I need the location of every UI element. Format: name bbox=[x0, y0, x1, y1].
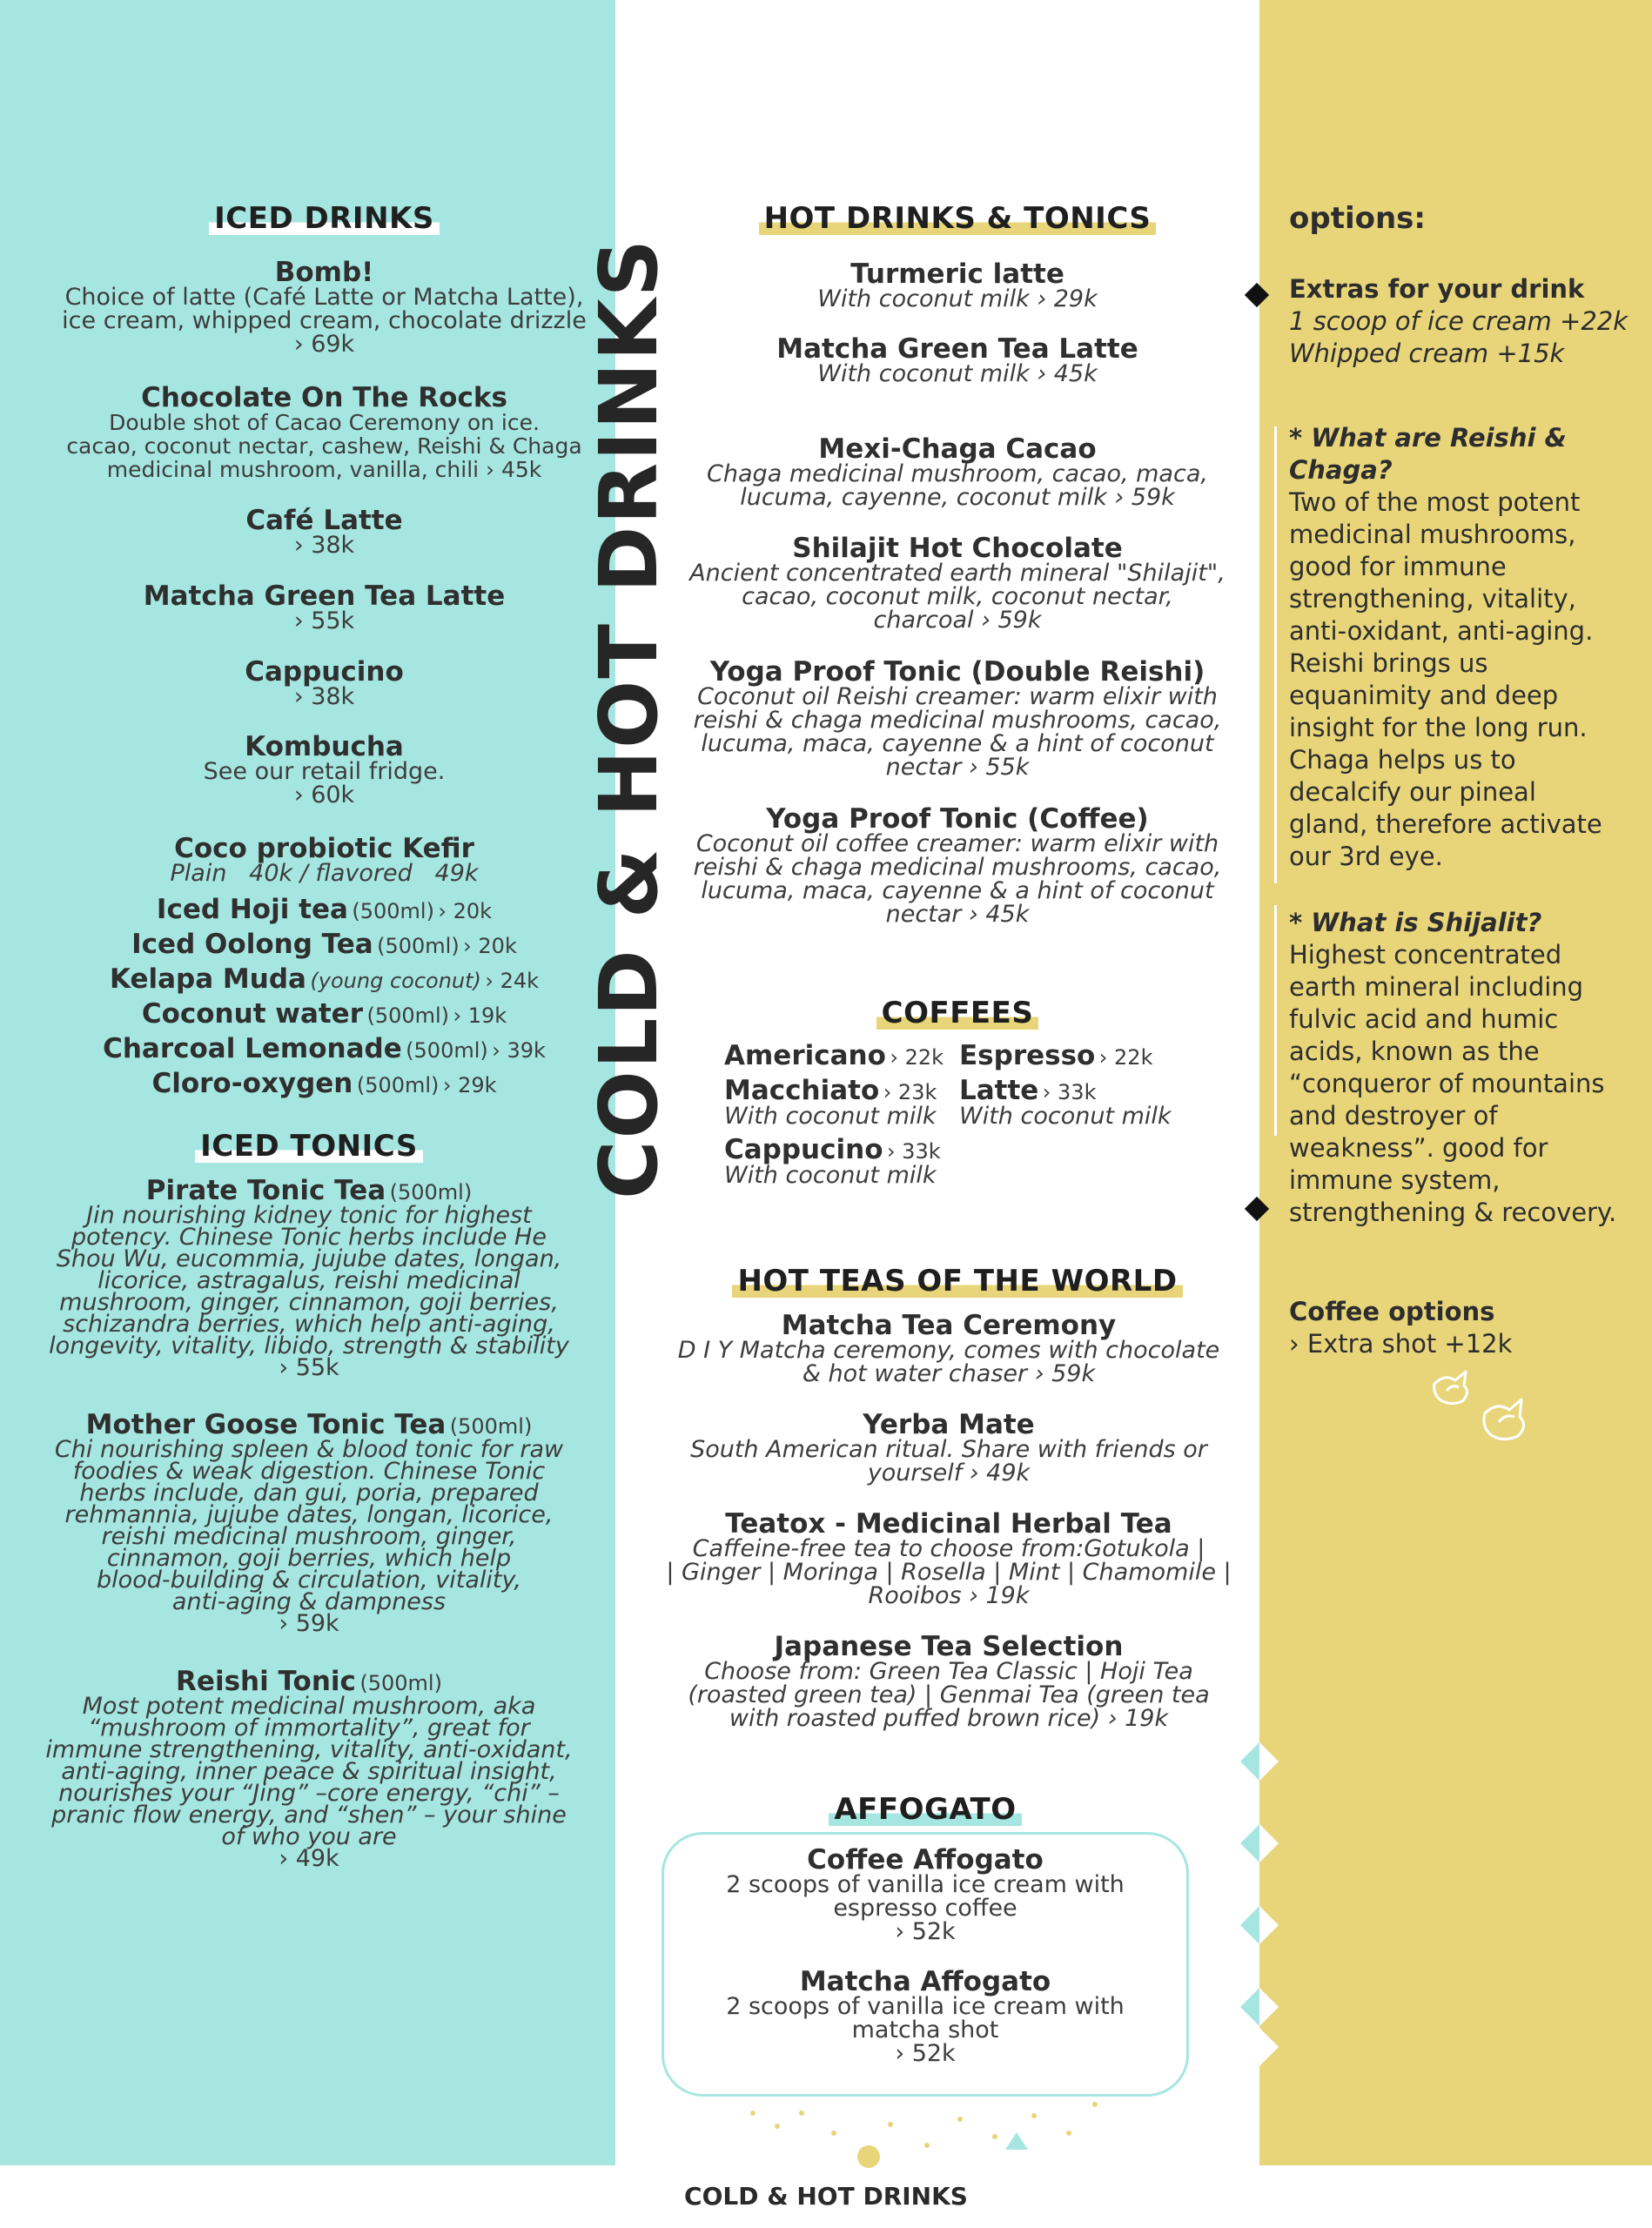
item-price: › 23k bbox=[883, 1080, 937, 1104]
decor-dot bbox=[957, 2117, 963, 2122]
extras-title: Extras for your drink bbox=[1289, 274, 1585, 304]
menu-item-cappucino bbox=[35, 656, 614, 710]
decor-triangle bbox=[1240, 1824, 1259, 1862]
item-desc: charcoal › 59k bbox=[873, 607, 1042, 634]
coffee-options-title: Coffee options bbox=[1289, 1297, 1495, 1326]
item-price: › 24k bbox=[485, 969, 540, 993]
desc-line: reishi medicinal mushroom, ginger, bbox=[101, 1523, 517, 1550]
menu-item-bomb bbox=[35, 259, 614, 356]
item-size: (500ml) bbox=[406, 1038, 488, 1063]
list-item bbox=[35, 894, 614, 929]
item-name: Charcoal Lemonade bbox=[103, 1033, 402, 1064]
desc-line: pranic flow energy, and “shen” – your shine bbox=[51, 1802, 567, 1829]
item-desc: See our retail fridge. bbox=[203, 758, 446, 785]
item-desc: Plain 40k / flavored 49k bbox=[170, 860, 479, 887]
item-desc: espresso coffee bbox=[833, 1895, 1017, 1922]
menu-item-shilajit-chocolate bbox=[661, 535, 1253, 632]
decor-triangle bbox=[1240, 1906, 1259, 1944]
item-title: Teatox - Medicinal Herbal Tea bbox=[725, 1508, 1172, 1540]
item-desc bbox=[35, 1202, 583, 1359]
decor-dot bbox=[1092, 2102, 1098, 2107]
divider-line bbox=[1274, 905, 1277, 1136]
item-desc: Rooibos › 19k bbox=[868, 1582, 1030, 1609]
desc-line: strengthening, vitality, bbox=[1289, 584, 1576, 614]
desc-line: of who you are bbox=[221, 1823, 397, 1850]
item-title: Yoga Proof Tonic (Double Reishi) bbox=[709, 656, 1205, 688]
birds-icon bbox=[1427, 1366, 1562, 1453]
coffee-americano bbox=[724, 1040, 985, 1071]
menu-item-yerba-mate bbox=[644, 1409, 1253, 1486]
item-size: (young coconut) bbox=[310, 969, 481, 993]
item-desc: Choose from: Green Tea Classic | Hoji Tea bbox=[704, 1658, 1193, 1685]
coffee-cappucino bbox=[724, 1134, 985, 1189]
decor-dot bbox=[1031, 2113, 1037, 2118]
desc-line: Most potent medicinal mushroom, aka bbox=[82, 1693, 536, 1720]
desc-line: immune system, bbox=[1289, 1165, 1501, 1195]
item-note: With coconut milk bbox=[724, 1162, 937, 1189]
affogato-heading: AFFOGATO bbox=[829, 1793, 1021, 1826]
item-desc: South American ritual. Share with friends or bbox=[690, 1436, 1207, 1463]
desc-line: herbs include, dan gui, poria, prepared bbox=[79, 1480, 539, 1507]
desc-line: Shou Wu, eucommia, jujube dates, longan, bbox=[56, 1245, 562, 1272]
decor-dot bbox=[799, 2111, 804, 2116]
extras-option: Whipped cream +15k bbox=[1289, 339, 1565, 368]
item-title: Shilajit Hot Chocolate bbox=[792, 533, 1123, 564]
menu-item-japanese-tea bbox=[644, 1631, 1253, 1732]
item-desc: nectar › 45k bbox=[885, 901, 1030, 928]
item-name: Latte bbox=[959, 1075, 1039, 1106]
short-drinks-list bbox=[35, 894, 614, 1103]
desc-line: anti-aging & dampness bbox=[171, 1588, 447, 1615]
list-item bbox=[35, 1033, 614, 1068]
reishi-question: * What are Reishi & bbox=[1289, 423, 1567, 453]
item-note: With coconut milk bbox=[724, 1103, 937, 1130]
decor-triangle bbox=[1005, 2132, 1028, 2150]
item-desc: cacao, coconut milk, coconut nectar, bbox=[742, 583, 1173, 610]
item-title: Café Latte bbox=[245, 505, 403, 536]
desc-line: our 3rd eye. bbox=[1289, 842, 1443, 871]
item-desc: Double shot of Cacao Ceremony on ice. bbox=[109, 410, 540, 435]
item-size: (500ml) bbox=[366, 1003, 450, 1028]
item-title: Cappucino bbox=[245, 656, 404, 688]
item-desc: reishi & chaga medicinal mushrooms, cacao, bbox=[693, 854, 1222, 881]
list-item bbox=[35, 929, 614, 963]
desc-line: foodies & weak digestion. Chinese Tonic bbox=[72, 1458, 546, 1485]
desc-line: potency. Chinese Tonic herbs include He bbox=[71, 1224, 547, 1251]
desc-line: “mushroom of immortality”, great for bbox=[88, 1715, 530, 1741]
item-desc: Ancient concentrated earth mineral "Shilajit", bbox=[689, 560, 1226, 587]
item-size: (500ml) bbox=[352, 899, 434, 923]
item-price: › 39k bbox=[492, 1038, 546, 1063]
desc-line: mushroom, ginger, cinnamon, goji berries, bbox=[59, 1289, 559, 1316]
desc-line: earth mineral including bbox=[1289, 972, 1584, 1002]
iced-tonics-heading: ICED TONICS bbox=[195, 1130, 423, 1163]
decor-dot bbox=[750, 2111, 755, 2116]
item-desc: Choice of latte (Café Latte or Matcha Latte), bbox=[64, 284, 584, 311]
item-title: Coco probiotic Kefir bbox=[174, 833, 474, 864]
item-price: › 29k bbox=[442, 1073, 497, 1097]
item-price: › 55k bbox=[279, 1354, 339, 1381]
item-price: › 59k bbox=[279, 1610, 339, 1637]
item-price: › 19k bbox=[453, 1003, 507, 1028]
decor-dot bbox=[831, 2131, 836, 2136]
hot-drinks-heading: HOT DRINKS & TONICS bbox=[759, 202, 1157, 235]
item-price: › 20k bbox=[463, 934, 517, 958]
list-item bbox=[35, 1068, 614, 1103]
desc-line: anti-oxidant, anti-aging. bbox=[1289, 616, 1594, 646]
item-desc: nectar › 55k bbox=[885, 754, 1030, 781]
item-name: Kelapa Muda bbox=[109, 963, 306, 995]
desc-line: good for immune bbox=[1289, 552, 1507, 581]
menu-item-kefir bbox=[35, 833, 614, 887]
desc-line: weakness”. good for bbox=[1289, 1133, 1548, 1163]
decor-triangle bbox=[1259, 1988, 1279, 2026]
item-title: Pirate Tonic Tea bbox=[145, 1175, 386, 1206]
menu-item-matcha-affogato bbox=[670, 1966, 1180, 2067]
desc-line: acids, known as the bbox=[1289, 1037, 1540, 1066]
item-price: › 33k bbox=[1042, 1080, 1097, 1104]
menu-item-cafe-latte bbox=[35, 507, 614, 557]
desc-line: Two of the most potent bbox=[1289, 487, 1581, 517]
coffee-latte bbox=[959, 1077, 1220, 1128]
item-title: Turmeric latte bbox=[850, 258, 1064, 290]
desc-line: equanimity and deep bbox=[1289, 681, 1559, 710]
item-desc: Coconut oil Reishi creamer: warm elixir with bbox=[697, 683, 1218, 710]
decor-triangle bbox=[1259, 1906, 1279, 1944]
item-name: Iced Hoji tea bbox=[156, 894, 348, 925]
item-title: Chocolate On The Rocks bbox=[141, 382, 507, 413]
menu-item-coffee-affogato bbox=[670, 1844, 1180, 1945]
item-price: › 38k bbox=[293, 532, 355, 559]
item-size: (500ml) bbox=[377, 934, 460, 958]
reishi-info bbox=[1289, 487, 1602, 873]
decor-triangle bbox=[1240, 1988, 1259, 2026]
menu-item-chocolate-rocks bbox=[35, 382, 614, 482]
item-price: › 60k bbox=[293, 782, 355, 809]
divider-line bbox=[1274, 426, 1277, 883]
item-title: Matcha Green Tea Latte bbox=[776, 333, 1138, 365]
decor-dot bbox=[1066, 2131, 1071, 2136]
item-desc: & hot water chaser › 59k bbox=[802, 1360, 1096, 1387]
item-desc: cacao, coconut nectar, cashew, Reishi & Chaga bbox=[66, 433, 582, 459]
item-name: Americano bbox=[724, 1040, 886, 1071]
item-size: (500ml) bbox=[449, 1414, 533, 1439]
item-desc: Chaga medicinal mushroom, cacao, maca, bbox=[707, 460, 1208, 487]
menu-item-yoga-tonic-coffee bbox=[661, 803, 1253, 928]
desc-line: decalcify our pineal bbox=[1289, 777, 1536, 807]
item-title: Yerba Mate bbox=[863, 1409, 1035, 1440]
item-title: Matcha Tea Ceremony bbox=[781, 1310, 1117, 1341]
coffee-espresso bbox=[959, 1040, 1220, 1071]
item-price: › 38k bbox=[293, 683, 355, 710]
decor-dot bbox=[888, 2122, 893, 2127]
coffees-heading: COFFEES bbox=[876, 997, 1039, 1030]
item-desc: (roasted green tea) | Genmai Tea (green tea bbox=[688, 1681, 1210, 1708]
item-desc: medicinal mushroom, vanilla, chili › 45k bbox=[106, 457, 542, 482]
item-price: › 52k bbox=[895, 2040, 956, 2067]
shilajit-info bbox=[1289, 939, 1616, 1229]
desc-line: fulvic acid and humic bbox=[1289, 1004, 1559, 1034]
item-desc: 2 scoops of vanilla ice cream with bbox=[726, 1993, 1125, 2020]
item-name: Espresso bbox=[959, 1040, 1096, 1071]
desc-line: rehmannia, jujube dates, longan, licorice, bbox=[64, 1501, 554, 1528]
item-name: Coconut water bbox=[141, 998, 363, 1030]
item-title: Matcha Affogato bbox=[799, 1966, 1051, 1997]
item-price: › 33k bbox=[886, 1139, 941, 1164]
desc-line: Chi nourishing spleen & blood tonic for raw bbox=[54, 1436, 564, 1463]
menu-item-mexi-chaga bbox=[661, 433, 1253, 511]
menu-item-turmeric-latte bbox=[661, 258, 1253, 312]
decor-dot bbox=[924, 2143, 930, 2148]
desc-line: Jin nourishing kidney tonic for highest bbox=[86, 1202, 532, 1229]
desc-line: immune strengthening, vitality, anti-oxidant, bbox=[45, 1736, 573, 1763]
menu-item-matcha-latte bbox=[35, 580, 614, 634]
item-desc: yourself › 49k bbox=[867, 1460, 1031, 1486]
item-size: (500ml) bbox=[359, 1671, 442, 1695]
item-title: Kombucha bbox=[245, 731, 404, 762]
desc-line: gland, therefore activate bbox=[1289, 809, 1602, 839]
hot-teas-heading: HOT TEAS OF THE WORLD bbox=[732, 1265, 1182, 1298]
desc-line: and destroyer of bbox=[1289, 1101, 1498, 1131]
desc-line: strengthening & recovery. bbox=[1289, 1198, 1617, 1227]
item-desc: With coconut milk › 29k bbox=[817, 285, 1098, 312]
desc-line: schizandra berries, which help anti-aging, bbox=[63, 1311, 555, 1338]
item-desc: matcha shot bbox=[851, 2017, 999, 2043]
menu-item-kombucha bbox=[35, 731, 614, 809]
item-price: › 69k bbox=[293, 331, 355, 358]
item-desc: With coconut milk › 45k bbox=[817, 360, 1098, 387]
desc-line: licorice, astragalus, reishi medicinal bbox=[97, 1267, 520, 1294]
decor-triangle bbox=[1259, 1824, 1279, 1862]
item-title: Mexi-Chaga Cacao bbox=[818, 433, 1097, 465]
item-note: With coconut milk bbox=[959, 1103, 1172, 1130]
desc-line: cinnamon, goji berries, which help bbox=[106, 1545, 512, 1572]
item-desc: | Ginger | Moringa | Rosella | Mint | Chamomile | bbox=[666, 1559, 1232, 1586]
coffee-macchiato bbox=[724, 1077, 985, 1128]
options-heading: options: bbox=[1289, 201, 1427, 236]
item-desc: reishi & chaga medicinal mushrooms, cacao, bbox=[693, 707, 1222, 734]
menu-item-teatox bbox=[644, 1508, 1253, 1609]
item-desc: D I Y Matcha ceremony, comes with chocolate bbox=[677, 1337, 1220, 1364]
desc-line: insight for the long run. bbox=[1289, 713, 1588, 742]
item-title: Coffee Affogato bbox=[807, 1844, 1044, 1876]
menu-item-mother-goose-tonic bbox=[35, 1409, 583, 1637]
item-desc: 2 scoops of vanilla ice cream with bbox=[726, 1871, 1125, 1898]
desc-line: longevity, vitality, libido, strength & stability bbox=[49, 1332, 569, 1359]
decor-triangle bbox=[1259, 2028, 1279, 2066]
menu-item-matcha-ceremony bbox=[644, 1312, 1253, 1386]
decor-dot bbox=[775, 2124, 780, 2129]
menu-item-hot-matcha-latte bbox=[661, 333, 1253, 387]
item-name: Cappucino bbox=[724, 1134, 883, 1165]
item-size: (500ml) bbox=[356, 1073, 440, 1097]
item-title: Matcha Green Tea Latte bbox=[143, 580, 506, 612]
menu-item-pirate-tonic bbox=[35, 1175, 583, 1381]
item-title: Mother Goose Tonic Tea bbox=[85, 1409, 447, 1440]
item-price: › 55k bbox=[293, 607, 355, 634]
item-desc: Caffeine-free tea to choose from:Gotukola | bbox=[692, 1535, 1205, 1562]
decor-triangle bbox=[1259, 1742, 1279, 1781]
item-title: Bomb! bbox=[274, 257, 374, 288]
desc-line: Chaga helps us to bbox=[1289, 745, 1516, 775]
item-name: Cloro-oxygen bbox=[151, 1068, 353, 1099]
footer-title: COLD & HOT DRINKS bbox=[684, 2182, 968, 2211]
iced-drinks-heading: ICED DRINKS bbox=[209, 202, 440, 235]
decor-dot bbox=[992, 2134, 997, 2139]
item-desc: Coconut oil coffee creamer: warm elixir with bbox=[695, 830, 1219, 857]
coffee-option: › Extra shot +12k bbox=[1289, 1329, 1513, 1359]
menu-item-reishi-tonic bbox=[35, 1666, 583, 1872]
item-desc: ice cream, whipped cream, chocolate drizzle bbox=[62, 307, 587, 334]
vertical-title: COLD & HOT DRINKS bbox=[582, 238, 675, 1199]
item-size: (500ml) bbox=[389, 1180, 473, 1205]
item-price: › 22k bbox=[890, 1045, 944, 1070]
desc-line: nourishes your “Jing” –core energy, “chi” – bbox=[58, 1780, 560, 1807]
desc-line: Reishi brings us bbox=[1289, 648, 1488, 678]
menu-item-yoga-tonic-reishi bbox=[661, 656, 1253, 781]
item-title: Yoga Proof Tonic (Coffee) bbox=[766, 803, 1149, 835]
item-desc: lucuma, cayenne, coconut milk › 59k bbox=[740, 484, 1175, 511]
desc-line: anti-aging, inner peace & spiritual insight, bbox=[61, 1758, 557, 1785]
list-item bbox=[35, 963, 614, 998]
extras-option: 1 scoop of ice cream +22k bbox=[1289, 306, 1628, 336]
reishi-question: Chaga? bbox=[1289, 455, 1393, 485]
desc-line: blood-building & circulation, vitality, bbox=[97, 1567, 521, 1594]
item-title: Japanese Tea Selection bbox=[774, 1631, 1124, 1662]
shilajit-question: * What is Shijalit? bbox=[1289, 908, 1542, 937]
item-price: › 52k bbox=[895, 1918, 956, 1945]
list-item bbox=[35, 998, 614, 1033]
item-name: Macchiato bbox=[724, 1075, 880, 1106]
decor-triangle bbox=[1240, 1742, 1259, 1781]
item-desc bbox=[35, 1695, 583, 1848]
item-desc bbox=[35, 1436, 583, 1615]
item-desc: with roasted puffed brown rice) › 19k bbox=[729, 1705, 1169, 1732]
item-desc: lucuma, maca, cayenne & a hint of coconut bbox=[701, 877, 1214, 904]
desc-line: “conqueror of mountains bbox=[1289, 1069, 1605, 1098]
item-price: › 49k bbox=[279, 1845, 339, 1872]
item-title: Reishi Tonic bbox=[176, 1666, 356, 1697]
item-desc: lucuma, maca, cayenne & a hint of coconut bbox=[701, 730, 1214, 757]
item-name: Iced Oolong Tea bbox=[131, 929, 373, 960]
desc-line: medicinal mushrooms, bbox=[1289, 520, 1576, 549]
item-price: › 22k bbox=[1098, 1045, 1153, 1070]
desc-line: Highest concentrated bbox=[1289, 940, 1562, 970]
item-price: › 20k bbox=[438, 899, 493, 923]
